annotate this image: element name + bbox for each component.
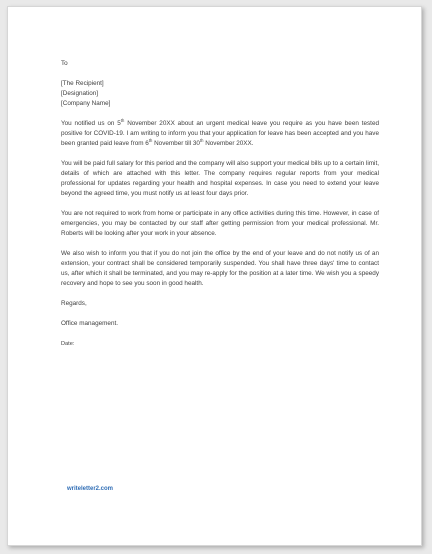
paragraph-3: You are not required to work from home or participate in any office activities during this time. However, in case of emergencies, you may be contacted by our staff after getting permission from your medical professional. Mr. Roberts will be looking after your work in your absence.	[61, 210, 379, 237]
signature: Office management.	[61, 320, 119, 327]
salutation-to: To	[61, 60, 68, 67]
letter-body	[61, 59, 379, 349]
recipient-company: [Company Name]	[61, 100, 111, 107]
date-label: Date:	[61, 341, 75, 347]
recipient-name: [The Recipient]	[61, 80, 104, 87]
recipient-designation: [Designation]	[61, 90, 99, 97]
letter-page	[7, 6, 422, 546]
paragraph-4: We also wish to inform you that if you do not join the office by the end of your leave and do not notify us of an extension, your contract shall be considered temporarily suspended. You shall have three days' time to contact us, after which it shall be terminated, and you may re-apply for the position at a later time. We wish you a speedy recovery and hope to see you soon in good health.	[61, 250, 379, 287]
footer-site-link[interactable]: writeletter2.com	[67, 486, 114, 492]
paragraph-1: You notified us on 5th November 20XX about an urgent medical leave you require as you have been tested positive for COVID-19. I am writing to inform you that your application for leave has been accepted and you have been granted paid leave from 6th November till 30th November 20XX.	[61, 118, 379, 147]
paragraph-2: You will be paid full salary for this period and the company will also support your medical bills up to a certain limit, details of which are attached with this letter. The company requires regular reports from your medical professional for updates regarding your health and hospital expenses. In case you need to extend your leave beyond the agreed time, you must notify us at least four days prior.	[61, 160, 379, 197]
closing-regards: Regards,	[61, 300, 87, 307]
